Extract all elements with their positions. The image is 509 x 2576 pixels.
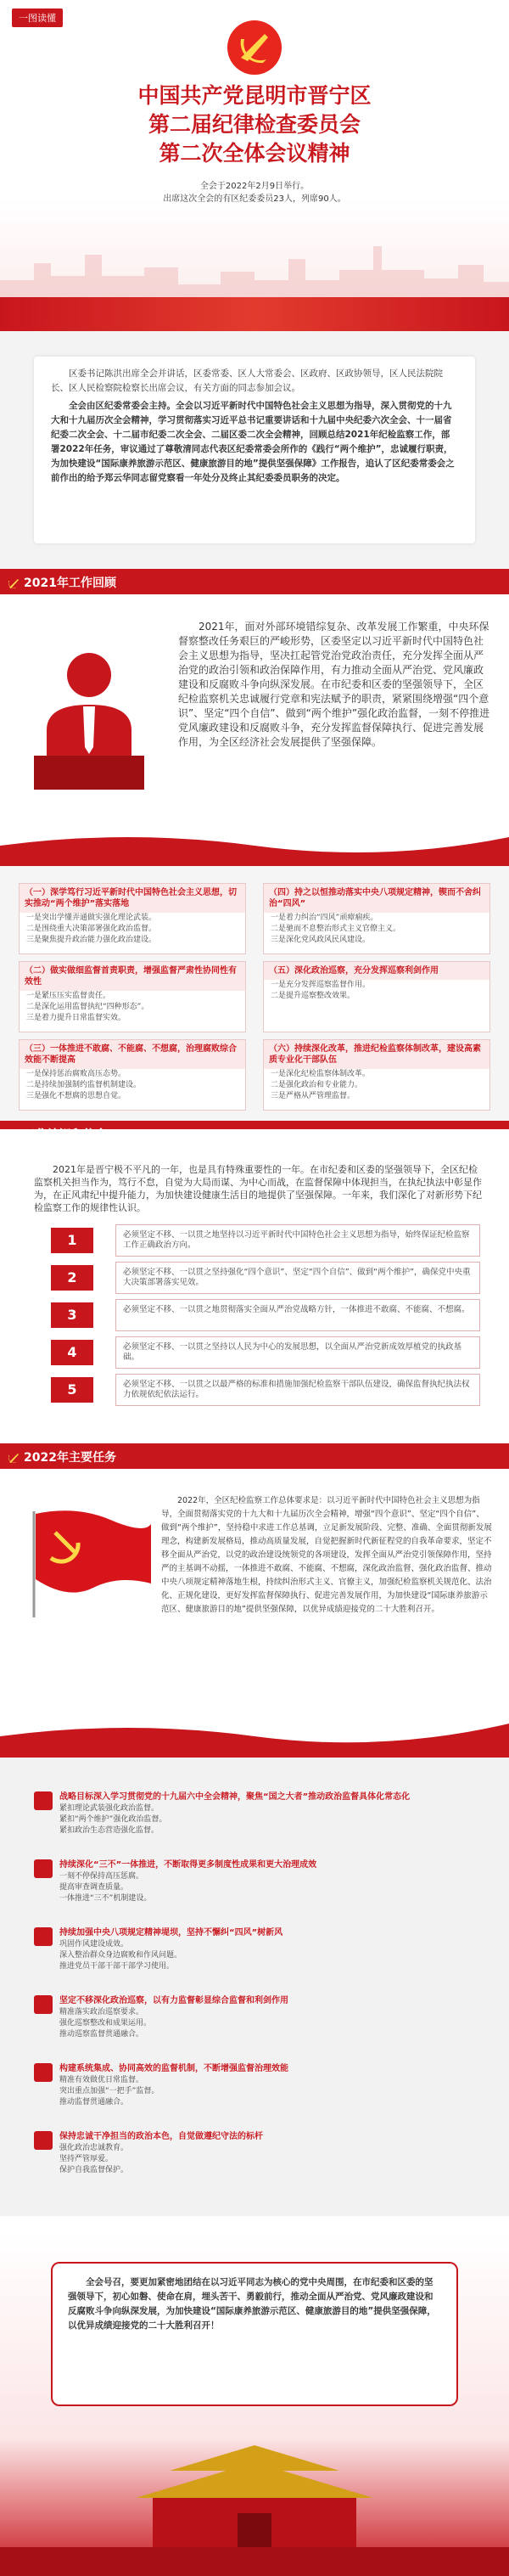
achievement-item: 三是严格从严管理监督。	[271, 1092, 355, 1100]
achievement-item: 一是着力纠治“四风”顽瘴痼疾。	[271, 914, 378, 922]
understanding-row	[51, 1299, 484, 1331]
row-text: 必须坚定不移、一以贯之以最严格的标准和措施加强纪检监察干部队伍建设，确保监督执纪执法权力依规依纪依法运行。	[115, 1374, 480, 1406]
task-detail: 巩固作风建设成效。	[59, 1940, 129, 1949]
attendance: 出席这次全会的有区纪委委员23人，列席90人。	[163, 194, 346, 204]
task-heading: 持续加强中央八项规定精神堤坝，坚持不懈纠“四风”树新风	[59, 1928, 283, 1938]
understanding-row	[51, 1336, 484, 1369]
section-header-review	[0, 569, 509, 594]
achievement-card	[19, 1039, 246, 1111]
achievement-item: 一是紧压压实监督责任。	[26, 992, 111, 1000]
achievement-item: 一是保持惩治腐败高压态势。	[26, 1070, 126, 1078]
row-text: 必须坚定不移、一以贯之地贯彻落实全面从严治党战略方针，一体推进不敢腐、不能腐、不想腐。	[115, 1299, 480, 1331]
hero-red-band	[0, 297, 509, 331]
achievement-item: 三是强化不想腐的思想自觉。	[26, 1092, 126, 1100]
hero-section	[0, 0, 509, 331]
task-detail: 深入整治群众身边腐败和作风问题。	[59, 1951, 182, 1960]
task-detail: 提高审查调查质量。	[59, 1883, 129, 1892]
section-header-tasks	[0, 1443, 509, 1469]
achievement-item: 二是强化政治和专业能力。	[271, 1081, 363, 1089]
title-line-2: 第二届纪律检查委员会	[148, 112, 361, 137]
meeting-date: 全会于2022年2月9日举行。	[199, 182, 310, 191]
task-detail: 坚持严管厚爱。	[59, 2155, 114, 2163]
intro-card	[34, 357, 475, 543]
understanding-intro: 2021年是晋宁极不平凡的一年，也是具有特殊重要性的一年。在市纪委和区委的坚强领导下，全区纪检监察机关担当作为，笃行不怠，自觉为大局而谋、为中心而战，在监督保障中体现担当，在执纪执法中彰显作为，在正风肃纪中提升能力，为加快建设健康生活目的地提供了坚强保障。一年来，我们深化了对新形势下纪检监察工作的规律性认识。	[34, 1164, 482, 1213]
task-detail: 推进党员干部干部干部学习使用。	[59, 1962, 175, 1971]
task-detail: 精准落实政治巡察要求。	[59, 2008, 144, 2016]
task-detail: 紧扣政治生态营造强化监督。	[59, 1826, 159, 1835]
task-heading: 保持忠诚干净担当的政治本色，自觉做遵纪守法的标杆	[59, 2132, 263, 2141]
title-line-3: 第二次全体会议精神	[159, 141, 350, 166]
task-detail: 推动巡察监督贯通融合。	[59, 2030, 144, 2039]
wave-decoration	[0, 1715, 509, 1758]
review-text: 2021年，面对外部环境错综复杂、改革发展工作繁重，中央环保督察整改任务艰巨的严峻形势，区委坚定以习近平新时代中国特色社会主义思想为指导，坚决扛起管党治党政治责任，充分发挥全面从严治党的政治引领和政治保障作用，有力推动全面从严治党、党风廉政建设和反腐败斗争向纵深发展。在市纪委和区委的坚强领导下，全区纪检监察机关忠诚履行党章和宪法赋予的职责，紧紧围绕增强“四个意识”、坚定“四个自信”、做到“两个维护”强化政治监督，一刻不停推进党风廉政建设和反腐败斗争，充分发挥监督保障执行、促进完善发展作用，为全区经济社会发展提供了坚强保障。	[178, 621, 490, 748]
task-detail: 紧扣“两个维护”强化政治监督。	[59, 1815, 167, 1824]
achievement-item: 二是持续加强制约监督机制建设。	[26, 1081, 142, 1089]
speaker-icon	[34, 645, 144, 790]
row-number: 1	[51, 1228, 93, 1253]
emblem-icon	[34, 1927, 53, 1946]
title-line-1: 中国共产党昆明市晋宁区	[137, 83, 372, 108]
tasks-section	[0, 1469, 509, 1758]
task-detail: 强化巡察整改和成果运用。	[59, 2019, 152, 2028]
achievement-item: 三是聚焦提升政治能力强化政治建设。	[26, 936, 157, 944]
emblem-icon	[8, 1450, 19, 1462]
achievement-card	[19, 883, 246, 954]
row-number: 3	[51, 1302, 93, 1328]
emblem-icon	[34, 1859, 53, 1878]
row-text: 必须坚定不移、一以贯之坚持强化“四个意识”、坚定“四个自信”、做到“两个维护”，确保党中央重大决策部署落实见效。	[115, 1262, 480, 1294]
achievement-title: （二）做实做细监督首责职责，增强监督严肃性协同性有效性	[20, 962, 245, 991]
task-detail: 紧扣理论武装强化政治监督。	[59, 1804, 159, 1813]
achievement-item: 二是深化运用监督执纪“四种形态”。	[26, 1003, 149, 1011]
section-title: 2022年主要任务	[24, 1451, 116, 1465]
achievement-card	[263, 961, 490, 1032]
achievement-title: （四）持之以恒推动落实中央八项规定精神，锲而不舍纠治“四风”	[264, 884, 489, 913]
network-icon	[34, 2063, 53, 2082]
party-emblem-icon	[226, 19, 283, 76]
achievement-item: 一是深化纪检监察体制改革。	[271, 1070, 371, 1078]
achievement-item: 二是提升巡察整改效果。	[271, 992, 355, 1000]
emblem-icon	[8, 576, 19, 588]
achievement-title: （五）深化政治巡察，充分发挥巡察利剑作用	[264, 962, 489, 980]
row-text: 必须坚定不移、一以贯之地坚持以习近平新时代中国特色社会主义思想为指导，始终保证纪检监察工作正确政治方向。	[115, 1224, 480, 1257]
understanding-section	[0, 1129, 509, 1418]
task-item	[59, 1791, 501, 1836]
wave-decoration	[0, 829, 509, 866]
review-section	[0, 594, 509, 866]
city-skyline-icon	[0, 229, 509, 306]
intro-section	[0, 331, 509, 569]
achievement-item: 一是突出学懂弄通做实强化理论武装。	[26, 914, 157, 922]
task-item	[59, 1927, 501, 1972]
task-detail: 强化政治忠诚教育。	[59, 2144, 129, 2152]
task-heading: 持续深化“三不”一体推进，不断取得更多制度性成果和更大治理成效	[59, 1860, 317, 1870]
intro-paragraph-1: 区委书记陈洪出席全会并讲话，区委常委、区人大常委会、区政府、区政协领导，区人民法院院长、区人民检察院检察长出席会议，有关方面的同志参加会议。	[51, 368, 443, 393]
closing-section	[0, 2233, 509, 2576]
tiananmen-icon	[0, 2420, 509, 2576]
achievements-section	[0, 866, 509, 1121]
understanding-row	[51, 1374, 484, 1406]
task-items-section	[0, 1758, 509, 2216]
intro-paragraph-2: 全会由区纪委常委会主持。全会以习近平新时代中国特色社会主义思想为指导，深入贯彻党的十九大和十九届历次全会精神，学习贯彻落实习近平总书记重要讲话和十九届中央纪委六次全会、十一届省纪委二次全会、十二届市纪委二次全会、二届区委二次全会精神，回顾总结2021年纪检监察工作，部署2022年任务，审议通过了尊敬清同志代表区纪委常委会所作的《践行“两个维护”，忠诚履行职责，为加快建设“国际康养旅游示范区、健康旅游目的地”提供坚强保障》工作报告，追认了区纪委常委会之前作出的给予郑云华同志留党察看一年处分及终止其纪委委员职务的决定。	[51, 401, 455, 483]
task-detail: 一刻不停保持高压惩腐。	[59, 1872, 144, 1881]
task-detail: 推动监督贯通融合。	[59, 2098, 129, 2106]
task-detail: 精准有效做优日常监督。	[59, 2076, 144, 2084]
document-icon	[34, 2131, 53, 2150]
target-icon	[34, 1995, 53, 2014]
achievement-item: 二是围绕重大决策部署强化政治监督。	[26, 925, 157, 933]
task-heading: 构建系统集成、协同高效的监督机制，不断增强监督治理效能	[59, 2064, 288, 2073]
task-item	[59, 1995, 501, 2040]
task-detail: 一体推进“三不”机制建设。	[59, 1894, 152, 1903]
achievement-item: 三是着力提升日常监督实效。	[26, 1014, 126, 1022]
row-number: 4	[51, 1340, 93, 1365]
understanding-row	[51, 1224, 484, 1257]
closing-card: 全会号召，要更加紧密地团结在以习近平同志为核心的党中央周围，在市纪委和区委的坚强领导下，初心如磐、使命在肩，埋头苦干、勇毅前行，推动全面从严治党、党风廉政建设和反腐败斗争向纵深发展，为加快建设“国际康养旅游示范区、健康旅游目的地”提供坚强保障，以优异成绩迎接党的二十大胜利召开！	[51, 2262, 458, 2406]
category-tag: 一图读懂	[12, 8, 63, 27]
tasks-text: 2022年，全区纪检监察工作总体要求是：以习近平新时代中国特色社会主义思想为指导，全面贯彻落实党的十九大和十九届历次全会精神，增强“四个意识”、坚定“四个自信”、做到“两个维护”，坚持稳中求进工作总基调，立足新发展阶段、完整、准确、全面贯彻新发展理念，构建新发展格局，推动高质量发展，自觉把握新时代新征程党的自我革命要求，坚定不移全面从严治党，以党的政治建设统领党的各项建设，发挥全面从严治党引领保障作用，坚持严的主基调不动摇，一体推进不敢腐、不能腐、不想腐，深化政治监督、强化政治监督、推动中央八项规定精神落地生根，持续纠治形式主义、官僚主义，加强纪检监察机关规范化、法治化、正规化建设，更好发挥监督保障执行、促进完善发展作用，为加快建设“国际康养旅游示范区、健康旅游目的地”提供坚强保障，以优异成绩迎接党的二十大胜利召开。	[161, 1496, 492, 1614]
task-item	[59, 1859, 501, 1904]
emblem-icon	[34, 1791, 53, 1810]
achievement-item: 一是充分发挥巡察监督作用。	[271, 981, 371, 989]
achievement-item: 三是深化党风政风民风建设。	[271, 936, 371, 944]
achievement-card	[263, 883, 490, 954]
achievement-title: （三）一体推进不敢腐、不能腐、不想腐，治理腐败综合效能不断提高	[20, 1040, 245, 1069]
task-detail: 保护自我监督保护。	[59, 2166, 129, 2174]
task-item	[59, 2063, 501, 2108]
row-number: 5	[51, 1377, 93, 1403]
understanding-row	[51, 1262, 484, 1294]
row-number: 2	[51, 1265, 93, 1291]
task-heading: 战略目标深入学习贯彻党的十九届六中全会精神，聚焦“国之大者”推动政治监督具体化常态化	[59, 1792, 411, 1802]
task-heading: 坚定不移深化政治巡察，以有力监督彰显综合监督和利剑作用	[59, 1996, 288, 2005]
achievement-title: （六）持续深化改革，推进纪检监察体制改革，建设高素质专业化干部队伍	[264, 1040, 489, 1069]
task-detail: 突出重点加强“一把手”监督。	[59, 2087, 159, 2095]
achievement-card	[263, 1039, 490, 1111]
section-title: 2021年工作回顾	[24, 577, 116, 590]
row-text: 必须坚定不移、一以贯之坚持以人民为中心的发展思想，以全面从严治党新成效厚植党的执政基础。	[115, 1336, 480, 1369]
achievement-title: （一）深学笃行习近平新时代中国特色社会主义思想，切实推动“两个维护”落实落地	[20, 884, 245, 913]
achievement-item: 二是驰而不息整治形式主义官僚主义。	[271, 925, 401, 933]
achievement-card	[19, 961, 246, 1032]
party-flag-icon	[25, 1507, 153, 1617]
task-item	[59, 2131, 501, 2176]
